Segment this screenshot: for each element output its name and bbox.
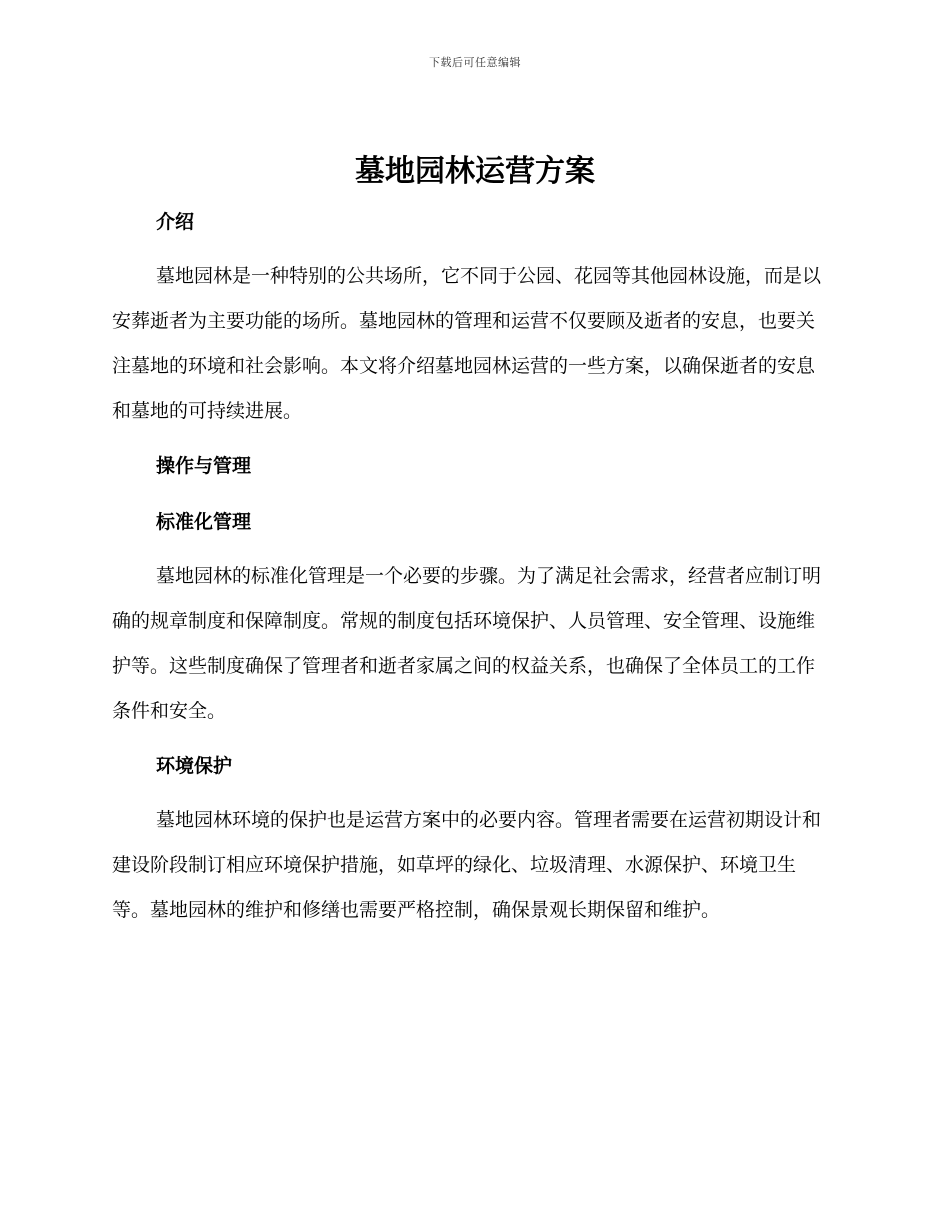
page-header-note: 下载后可任意编辑 [429,56,521,69]
section-paragraph-intro: 墓地园林是一种特别的公共场所，它不同于公园、花园等其他园林设施，而是以安葬逝者为主要功能的场所。墓地园林的管理和运营不仅要顾及逝者的安息，也要关注墓地的环境和社会影响。本文将介绍墓地园林运营的一些方案，以确保逝者的安息和墓地的可持续进展。 [112,265,822,422]
document-body [112,202,832,933]
section-paragraph-environment: 墓地园林环境的保护也是运营方案中的必要内容。管理者需要在运营初期设计和建设阶段制订相应环境保护措施，如草坪的绿化、垃圾清理、水源保护、环境卫生等。墓地园林的维护和修缮也需要严格控制，确保景观长期保留和维护。 [112,809,822,921]
section-heading-operations: 操作与管理 [156,455,252,477]
section-heading-environment: 环境保护 [156,755,233,777]
section-heading-standardization: 标准化管理 [156,511,252,533]
section-paragraph-standardization: 墓地园林的标准化管理是一个必要的步骤。为了满足社会需求，经营者应制订明确的规章制度和保障制度。常规的制度包括环境保护、人员管理、安全管理、设施维护等。这些制度确保了管理者和逝者家属之间的权益关系，也确保了全体员工的工作条件和安全。 [112,565,822,722]
document-title: 墓地园林运营方案 [355,154,595,189]
section-heading-intro: 介绍 [156,211,195,233]
